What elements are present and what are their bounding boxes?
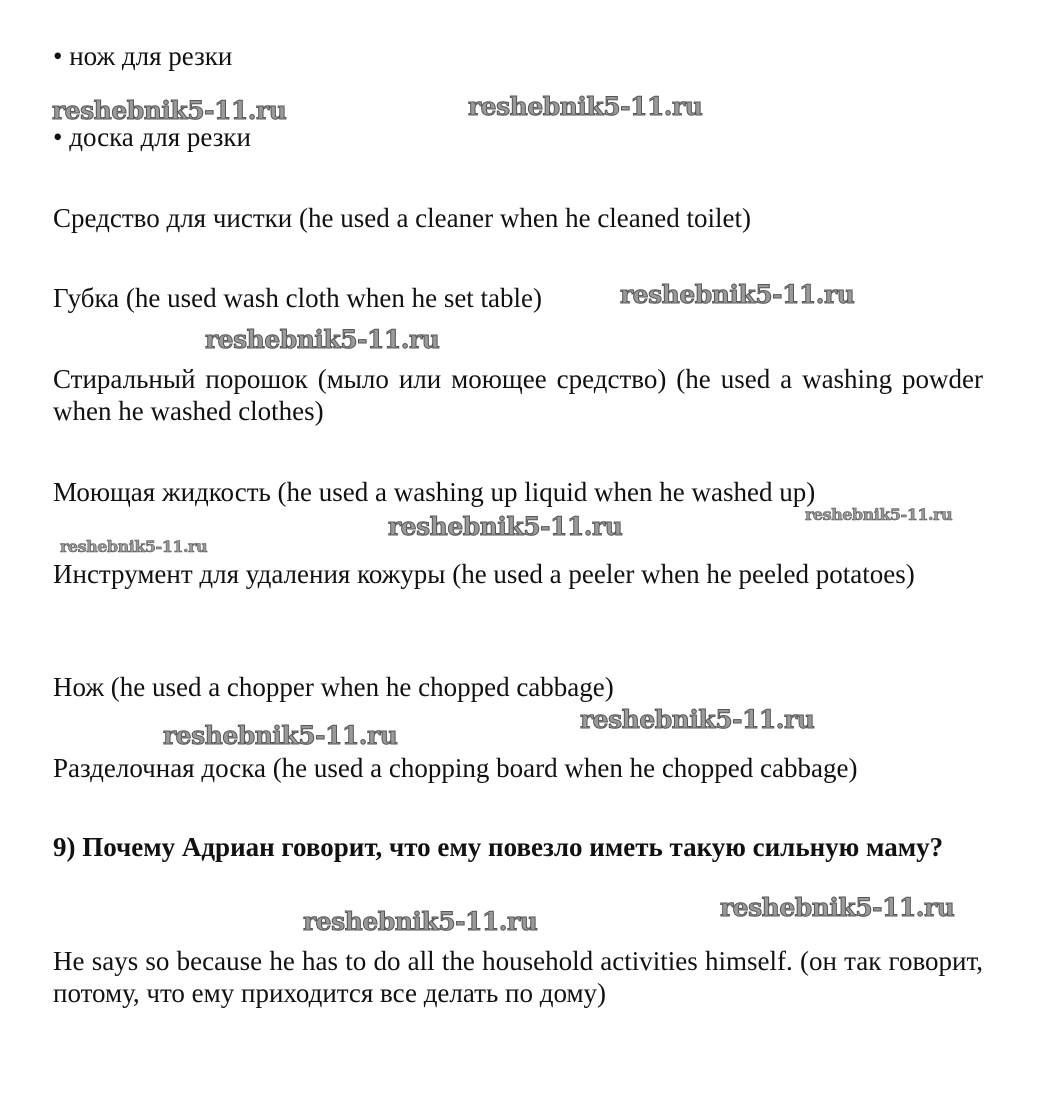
watermark: reshebnik5-11.ru [163, 721, 398, 750]
watermark: reshebnik5-11.ru [620, 280, 855, 309]
paragraph-chopper: Нож (he used a chopper when he chopped cabbage) [53, 672, 614, 702]
watermark: reshebnik5-11.ru [205, 325, 440, 354]
list-item-board: • доска для резки [53, 122, 251, 152]
answer-paragraph: He says so because he has to do all the household activities himself. (он так говорит, потому, что ему приходится все делать по дому) [53, 946, 983, 1008]
watermark: reshebnik5-11.ru [805, 505, 953, 524]
watermark: reshebnik5-11.ru [388, 512, 623, 541]
paragraph-chopping-board: Разделочная доска (he used a chopping board when he chopped cabbage) [53, 753, 858, 783]
watermark: reshebnik5-11.ru [580, 705, 815, 734]
watermark: reshebnik5-11.ru [303, 907, 538, 936]
watermark: reshebnik5-11.ru [720, 893, 955, 922]
paragraph-peeler: Инструмент для удаления кожуры (he used a peeler when he peeled potatoes) [53, 559, 915, 589]
list-item-knife: • нож для резки [53, 41, 233, 71]
watermark: reshebnik5-11.ru [60, 537, 208, 556]
watermark: reshebnik5-11.ru [468, 92, 703, 121]
question-heading: 9) Почему Адриан говорит, что ему повезло иметь такую сильную маму? [53, 832, 944, 862]
paragraph-cleaner: Средство для чистки (he used a cleaner when he cleaned toilet) [53, 203, 751, 233]
paragraph-sponge: Губка (he used wash cloth when he set table) [53, 283, 543, 313]
paragraph-liquid: Моющая жидкость (he used a washing up liquid when he washed up) [53, 477, 816, 507]
paragraph-powder: Стиральный порошок (мыло или моющее средство) (he used a washing powder when he washed clothes) [53, 364, 983, 426]
watermark: reshebnik5-11.ru [52, 96, 287, 125]
